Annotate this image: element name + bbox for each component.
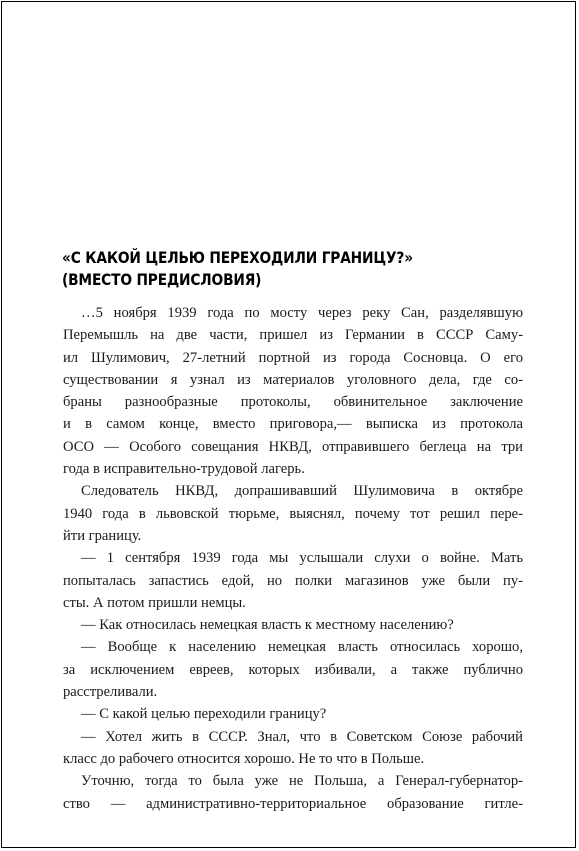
text-line: существовании я узнал из материалов уголовного дела, где со- bbox=[63, 371, 523, 388]
text-line: йти границу. bbox=[63, 527, 142, 544]
text-line: ил Шулимович, 27-летний портной из города Сосновца. О его bbox=[63, 349, 523, 366]
text-line: года в исправительно-трудовой лагерь. bbox=[63, 461, 305, 478]
text-line: — Как относилась немецкая власть к местному населению? bbox=[81, 617, 454, 634]
paragraph bbox=[63, 770, 523, 815]
text-line: — С какой целью переходили границу? bbox=[81, 706, 327, 723]
text-line: ОСО — Особого совещания НКВД, отправившего беглеца на три bbox=[63, 438, 523, 455]
text-line: Следователь НКВД, допрашивавший Шулимовича в октябре bbox=[81, 483, 523, 500]
text-line: расстреливали. bbox=[63, 684, 158, 701]
body-text bbox=[63, 302, 523, 815]
text-line: Уточню, тогда то была уже не Польша, а Генерал-губернатор- bbox=[81, 773, 523, 790]
text-line: — Вообще к населению немецкая власть относилась хорошо, bbox=[81, 639, 523, 656]
paragraph bbox=[63, 726, 523, 771]
paragraph bbox=[63, 703, 523, 725]
text-line: попыталась запастись едой, но полки магазинов уже были пу- bbox=[63, 572, 523, 589]
chapter-heading-subtitle: (ВМЕСТО ПРЕДИСЛОВИЯ) bbox=[62, 270, 262, 289]
chapter-heading-title: «С КАКОЙ ЦЕЛЬЮ ПЕРЕХОДИЛИ ГРАНИЦУ?» bbox=[62, 248, 413, 267]
text-line: сты. А потом пришли немцы. bbox=[63, 594, 246, 611]
chapter-heading bbox=[62, 247, 466, 291]
paragraph bbox=[63, 636, 523, 703]
paragraph bbox=[63, 547, 523, 614]
text-line: — Хотел жить в СССР. Знал, что в Советском Союзе рабочий bbox=[81, 728, 523, 745]
text-line: 1940 года в львовской тюрьме, выяснял, почему тот решил пере- bbox=[63, 505, 523, 522]
text-line: — 1 сентября 1939 года мы услышали слухи о войне. Мать bbox=[81, 550, 523, 567]
text-line: Перемышль на две части, пришел из Германии в СССР Саму- bbox=[63, 327, 523, 344]
text-line: браны разнообразные протоколы, обвинительное заключение bbox=[63, 394, 523, 411]
page-frame bbox=[1, 1, 576, 848]
text-line: ство — административно-территориальное образование гитле- bbox=[63, 795, 523, 812]
paragraph bbox=[63, 614, 523, 636]
paragraph bbox=[63, 480, 523, 547]
text-line: …5 ноября 1939 года по мосту через реку Сан, разделявшую bbox=[81, 305, 523, 321]
text-line: за исключением евреев, которых избивали, а также публично bbox=[63, 661, 523, 678]
text-line: и в самом конце, вместо приговора,— выписка из протокола bbox=[63, 416, 523, 433]
paragraph bbox=[63, 302, 523, 480]
text-line: класс до рабочего относится хорошо. Не то что в Польше. bbox=[63, 750, 425, 767]
